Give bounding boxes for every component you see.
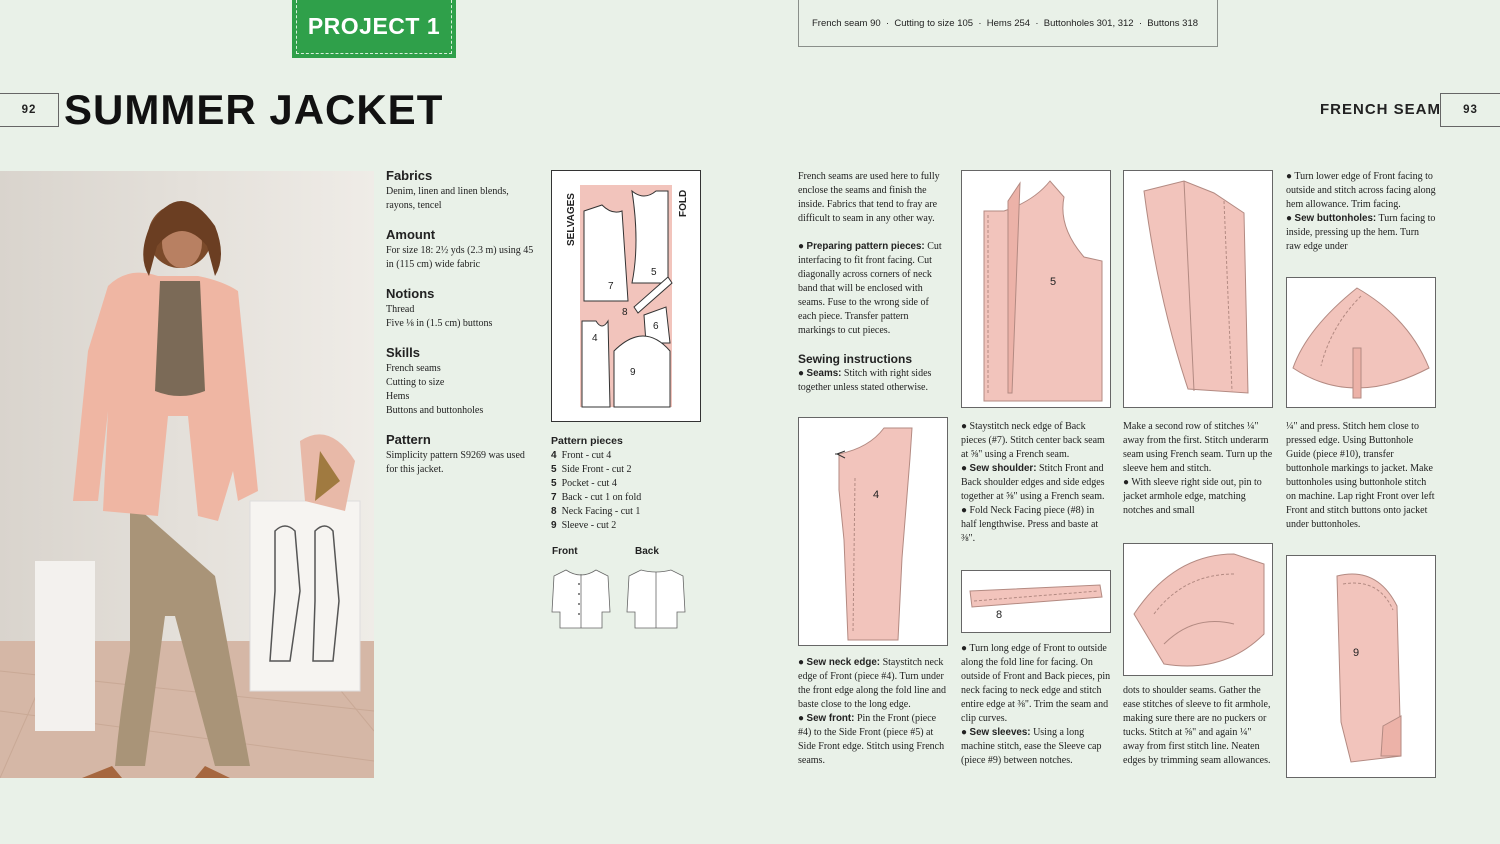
instructions-column-1 <box>798 170 948 409</box>
pattern-piece-item: 5 Side Front - cut 2 <box>551 464 632 475</box>
shoulder-seam-illustration <box>1123 170 1273 408</box>
fold-label: FOLD <box>678 189 689 217</box>
hem-facing-illustration <box>1286 277 1436 408</box>
notions-item: Five ⅛ in (1.5 cm) buttons <box>386 318 493 329</box>
illustration-number: 9 <box>1353 647 1360 659</box>
instructions-column-2 <box>961 420 1111 560</box>
skills-item: Hems <box>386 391 410 402</box>
pattern-text: Simplicity pattern S9269 was used for this jacket. <box>386 450 525 475</box>
amount-heading: Amount <box>386 227 436 242</box>
selvages-label: SELVAGES <box>566 193 577 246</box>
sewing-heading: Sewing instructions <box>798 352 913 366</box>
cutting-layout-diagram <box>551 170 701 422</box>
layout-piece-number: 6 <box>653 321 659 332</box>
intro-paragraph: French seams are used here to fully enclose the seams and finish the inside. Fabrics that tend to fray are difficult to seam in any other way. <box>798 171 940 224</box>
pattern-piece-item: 5 Pocket - cut 4 <box>551 478 617 489</box>
right-page-number <box>1440 93 1500 127</box>
buttonhole-guide-paragraph: ¼" and press. Stitch hem close to pressed edge. Using Buttonhole Guide (piece #10), transfer buttonhole markings to jacket. Make buttonholes using buttonhole stitch on machine. Lap right Front over left Front and stitch buttons onto jacket under buttonholes. <box>1286 421 1435 530</box>
layout-piece-number: 7 <box>608 281 614 292</box>
project-label: PROJECT 1 <box>307 13 441 39</box>
instructions-column-4 <box>1286 170 1436 268</box>
model-photo <box>0 171 374 778</box>
notions-heading: Notions <box>386 286 435 301</box>
instructions-column-1-lower <box>798 656 948 782</box>
sew-shoulder-paragraph: ● Sew shoulder: Stitch Front and Back shoulder edges and side edges together at ⅝" using a French seam. <box>961 463 1105 502</box>
pin-sleeve-paragraph: ● With sleeve right side out, pin to jacket armhole edge, matching notches and small <box>1123 477 1262 516</box>
turn-lower-edge-paragraph: ● Turn lower edge of Front facing to outside and stitch across facing along hem allowance. Trim facing. <box>1286 171 1436 210</box>
back-view-label: Back <box>635 546 659 557</box>
pattern-piece-item: 9 Sleeve - cut 2 <box>551 520 617 531</box>
project-badge <box>292 0 456 58</box>
left-page-number <box>0 93 59 127</box>
skills-heading: Skills <box>386 345 420 360</box>
instructions-column-4-lower <box>1286 420 1436 546</box>
fabrics-text: Denim, linen and linen blends, rayons, tencel <box>386 186 509 211</box>
layout-piece-number: 8 <box>622 307 628 318</box>
right-page-number-text: 93 <box>1463 104 1478 116</box>
front-piece-illustration <box>798 417 948 646</box>
back-piece-illustration <box>961 170 1111 408</box>
gather-paragraph: dots to shoulder seams. Gather the ease stitches of sleeve to fit armhole, making sure there are no puckers or tucks. Stitch at ⅝" and again ¼" away from first stitch line. Neaten edges by trimming seam allowances. <box>1123 685 1271 766</box>
neck-facing-paragraph: ● Fold Neck Facing piece (#8) in half lengthwise. Press and baste at ⅜". <box>961 505 1099 544</box>
skills-item: French seams <box>386 363 441 374</box>
instructions-column-3-lower <box>1123 684 1273 782</box>
illustration-number: 4 <box>873 489 880 501</box>
section-title: FRENCH SEAM <box>1320 101 1442 118</box>
second-row-paragraph: Make a second row of stitches ¼" away from the first. Stitch underarm seam using French seam. Turn up the sleeve hem and stitch. <box>1123 421 1273 474</box>
instructions-column-2-lower <box>961 642 1111 782</box>
front-view-label: Front <box>552 546 578 557</box>
notions-item: Thread <box>386 304 415 315</box>
seams-paragraph: ● Seams: Stitch with right sides together unless stated otherwise. <box>798 368 932 393</box>
prep-paragraph: ● Preparing pattern pieces: Cut interfacing to fit front facing. Cut diagonally across corners of neck band that will be enclosed with seams. Fuse to the wrong side of each piece. Transfer pattern markings to cut pieces. <box>798 241 942 336</box>
project-info <box>386 168 536 491</box>
layout-piece-number: 5 <box>651 267 657 278</box>
cross-reference-box <box>798 0 1218 47</box>
fabrics-heading: Fabrics <box>386 168 433 183</box>
layout-piece-number: 9 <box>630 367 636 378</box>
back-view-sketch <box>625 566 687 637</box>
sew-front-paragraph: ● Sew front: Pin the Front (piece #4) to the Side Front (piece #5) at Side Front edge. Stitch using French seams. <box>798 713 945 766</box>
turn-front-paragraph: ● Turn long edge of Front to outside along the fold line for facing. On outside of Front and Back pieces, pin neck facing to neck edge and stitch entire edge at ⅜". Trim the seam and clip curves. <box>961 643 1111 724</box>
pattern-piece-item: 7 Back - cut 1 on fold <box>551 492 642 503</box>
amount-text: For size 18: 2½ yds (2.3 m) using 45 in (115 cm) wide fabric <box>386 245 534 270</box>
staystitch-paragraph: ● Staystitch neck edge of Back pieces (#7). Stitch center back seam at ⅝" using a French seam. <box>961 421 1105 460</box>
sew-buttonholes-paragraph: ● Sew buttonholes: Turn facing to inside, pressing up the hem. Turn raw edge under <box>1286 213 1436 252</box>
neck-edge-paragraph: ● Sew neck edge: Staystitch neck edge of Front (piece #4). Turn under the front edge along the fold line and baste close to the long edge. <box>798 657 947 710</box>
illustration-number: 5 <box>1050 276 1057 288</box>
neck-facing-illustration <box>961 570 1111 633</box>
sleeve-illustration <box>1286 555 1436 778</box>
pattern-piece-item: 8 Neck Facing - cut 1 <box>551 506 641 517</box>
illustration-number: 8 <box>996 609 1003 621</box>
pattern-heading: Pattern <box>386 432 431 447</box>
page-title: SUMMER JACKET <box>64 86 444 133</box>
layout-piece-number: 4 <box>592 333 598 344</box>
sleeve-attach-illustration <box>1123 543 1273 676</box>
pattern-pieces-heading: Pattern pieces <box>551 435 623 447</box>
skills-item: Cutting to size <box>386 377 445 388</box>
cross-reference-text: French seam 90 · Cutting to size 105 · Hems 254 · Buttonholes 301, 312 · Buttons 318 <box>812 17 1199 29</box>
pattern-piece-item: 4 Front - cut 4 <box>551 450 612 461</box>
pattern-pieces-list <box>551 434 701 533</box>
left-page-number-text: 92 <box>21 104 37 116</box>
skills-item: Buttons and buttonholes <box>386 405 484 416</box>
front-view-sketch <box>550 566 612 637</box>
sew-sleeves-paragraph: ● Sew sleeves: Using a long machine stitch, ease the Sleeve cap (piece #9) between notches. <box>961 727 1102 766</box>
instructions-column-3 <box>1123 420 1273 532</box>
